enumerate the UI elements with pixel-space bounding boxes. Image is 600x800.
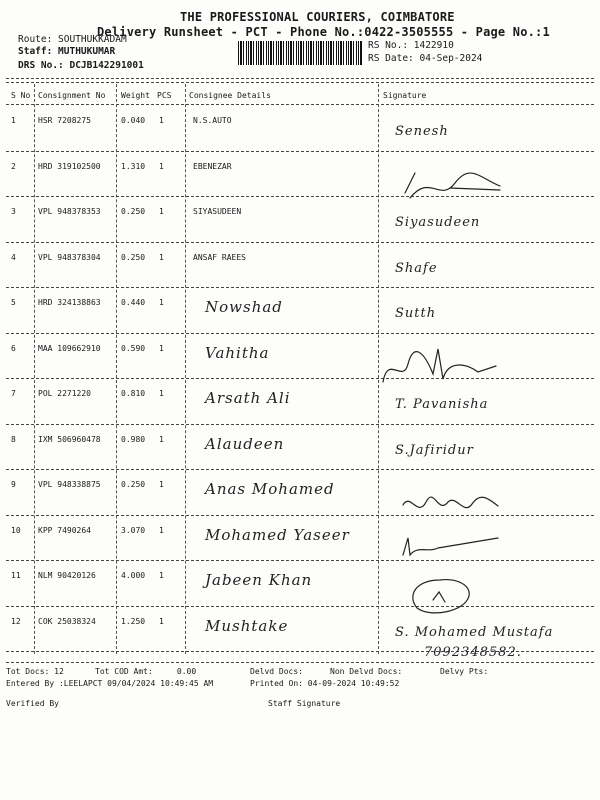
staff-label: Staff: MUTHUKUMAR — [18, 46, 116, 57]
row-weight: 0.590 — [121, 343, 146, 353]
row-separator — [6, 333, 594, 334]
phone-note: 7092348582. — [424, 645, 522, 660]
row-consignment-no: VPL 948378304 — [38, 252, 101, 262]
row-pcs: 1 — [159, 571, 164, 580]
signature-scribble-row6 — [378, 344, 498, 389]
row-consignee-handwritten: Mohamed Yaseer — [205, 525, 350, 544]
col-consignment: Consignment No — [38, 91, 106, 100]
row-consignment-no: VPL 948378353 — [38, 207, 101, 216]
row-consignee-handwritten: Arsath Ali — [205, 389, 291, 407]
tot-docs: Tot Docs: 12 — [6, 667, 64, 676]
col-weight: Weight — [121, 91, 150, 100]
row-consignee-handwritten: Alaudeen — [205, 434, 285, 453]
row-weight: 4.000 — [121, 571, 146, 580]
row-consignee: SIYASUDEEN — [193, 207, 242, 216]
row-pcs: 1 — [159, 434, 164, 444]
delvd-docs: Delvd Docs: — [250, 667, 303, 676]
row-pcs: 1 — [159, 298, 164, 307]
column-header-rule — [6, 104, 594, 105]
signature-scribble-row10 — [398, 533, 508, 563]
drs-number: DRS No.: DCJB142291001 — [18, 60, 144, 71]
barcode — [238, 41, 362, 65]
row-sno: 10 — [11, 525, 21, 535]
row-pcs: 1 — [159, 161, 164, 171]
row-separator — [6, 151, 594, 152]
row-consignment-no: HSR 7208275 — [38, 116, 91, 125]
vline-2 — [116, 84, 117, 654]
row-pcs: 1 — [159, 343, 164, 353]
col-consignee: Consignee Details — [189, 91, 271, 100]
row-sno: 11 — [11, 571, 21, 580]
col-pcs: PCS — [157, 91, 172, 100]
row-weight: 0.250 — [121, 207, 146, 216]
non-delvd-docs: Non Delvd Docs: — [330, 667, 403, 676]
row-sno: 12 — [11, 616, 21, 626]
row-sno: 5 — [11, 298, 16, 307]
row-consignee-handwritten: Mushtake — [205, 616, 289, 635]
company-name: THE PROFESSIONAL COURIERS, COIMBATORE — [180, 10, 455, 24]
row-sno: 4 — [11, 252, 16, 262]
row-pcs: 1 — [159, 389, 164, 398]
row-pcs: 1 — [159, 480, 164, 489]
row-pcs: 1 — [159, 525, 164, 535]
row-sno: 9 — [11, 480, 16, 489]
row-weight: 0.980 — [121, 434, 146, 444]
row-separator — [6, 469, 594, 470]
row-signature: Sutth — [395, 306, 437, 321]
verified-by: Verified By — [6, 699, 59, 708]
row-sno: 8 — [11, 434, 16, 444]
row-consignee-handwritten: Jabeen Khan — [205, 571, 313, 589]
row-signature: Shafe — [395, 260, 438, 276]
vline-3 — [185, 84, 186, 654]
row-separator — [6, 424, 594, 425]
row-weight: 0.810 — [121, 389, 146, 398]
printed-on: Printed On: 04-09-2024 10:49:52 — [250, 679, 400, 688]
row-signature: S. Mohamed Mustafa — [395, 624, 554, 640]
signature-scribble-row9 — [398, 490, 508, 520]
row-consignee: N.S.AUTO — [193, 116, 232, 125]
row-pcs: 1 — [159, 616, 164, 626]
header-rule-bottom — [6, 82, 594, 83]
col-signature: Signature — [383, 91, 427, 100]
row-consignment-no: HRD 324138863 — [38, 298, 101, 307]
footer-rule — [6, 662, 594, 663]
row-weight: 0.250 — [121, 252, 146, 262]
delvy-pts: Delvy Pts: — [440, 667, 489, 676]
row-pcs: 1 — [159, 207, 164, 216]
row-pcs: 1 — [159, 116, 164, 125]
row-consignee-handwritten: Anas Mohamed — [205, 480, 335, 498]
row-consignment-no: VPL 948338875 — [38, 480, 101, 489]
row-consignment-no: MAA 109662910 — [38, 343, 101, 353]
row-weight: 1.310 — [121, 161, 146, 171]
row-consignment-no: POL 2271220 — [38, 389, 91, 398]
header-rule-top — [6, 78, 594, 79]
row-consignee-handwritten: Vahitha — [205, 343, 270, 362]
row-weight: 0.040 — [121, 116, 146, 125]
row-signature: S.Jafiridur — [395, 442, 474, 458]
vline-1 — [34, 84, 35, 654]
rs-number: RS No.: 1422910 — [368, 40, 454, 51]
row-sno: 6 — [11, 343, 16, 353]
row-separator — [6, 242, 594, 243]
row-separator — [6, 287, 594, 288]
route-label: Route: SOUTHUKKADAM — [18, 34, 127, 45]
row-consignee-handwritten: Nowshad — [205, 298, 283, 316]
row-consignment-no: KPP 7490264 — [38, 525, 91, 535]
row-consignment-no: HRD 319102500 — [38, 161, 101, 171]
row-separator — [6, 378, 594, 379]
row-weight: 0.440 — [121, 298, 146, 307]
row-pcs: 1 — [159, 252, 164, 262]
row-sno: 2 — [11, 161, 16, 171]
runsheet-subtitle: Delivery Runsheet - PCT - Phone No.:0422-3505555 - Page No.:1 — [97, 25, 550, 39]
row-signature: Senesh — [395, 124, 449, 139]
row-sno: 7 — [11, 389, 16, 398]
col-sno: S No — [11, 91, 31, 100]
signature-scribble-row11 — [405, 576, 475, 616]
signature-scribble-row2 — [400, 168, 510, 208]
row-consignment-no: IXM 506960478 — [38, 434, 101, 444]
row-consignee: ANSAF RAEES — [193, 252, 246, 262]
row-consignment-no: NLM 90420126 — [38, 571, 96, 580]
row-weight: 0.250 — [121, 480, 146, 489]
row-weight: 1.250 — [121, 616, 146, 626]
staff-signature: Staff Signature — [268, 699, 341, 708]
entered-by: Entered By :LEELAPCT 09/04/2024 10:49:45 AM — [6, 679, 214, 688]
row-sno: 1 — [11, 116, 16, 125]
row-consignment-no: COK 25038324 — [38, 616, 96, 626]
row-signature: Siyasudeen — [395, 215, 481, 230]
tot-cod: Tot COD Amt: 0.00 — [95, 667, 197, 676]
row-signature: T. Pavanisha — [395, 397, 489, 412]
rs-date: RS Date: 04-Sep-2024 — [368, 53, 483, 64]
row-consignee: EBENEZAR — [193, 161, 232, 171]
row-separator — [6, 606, 594, 607]
row-sno: 3 — [11, 207, 16, 216]
row-weight: 3.070 — [121, 525, 146, 535]
